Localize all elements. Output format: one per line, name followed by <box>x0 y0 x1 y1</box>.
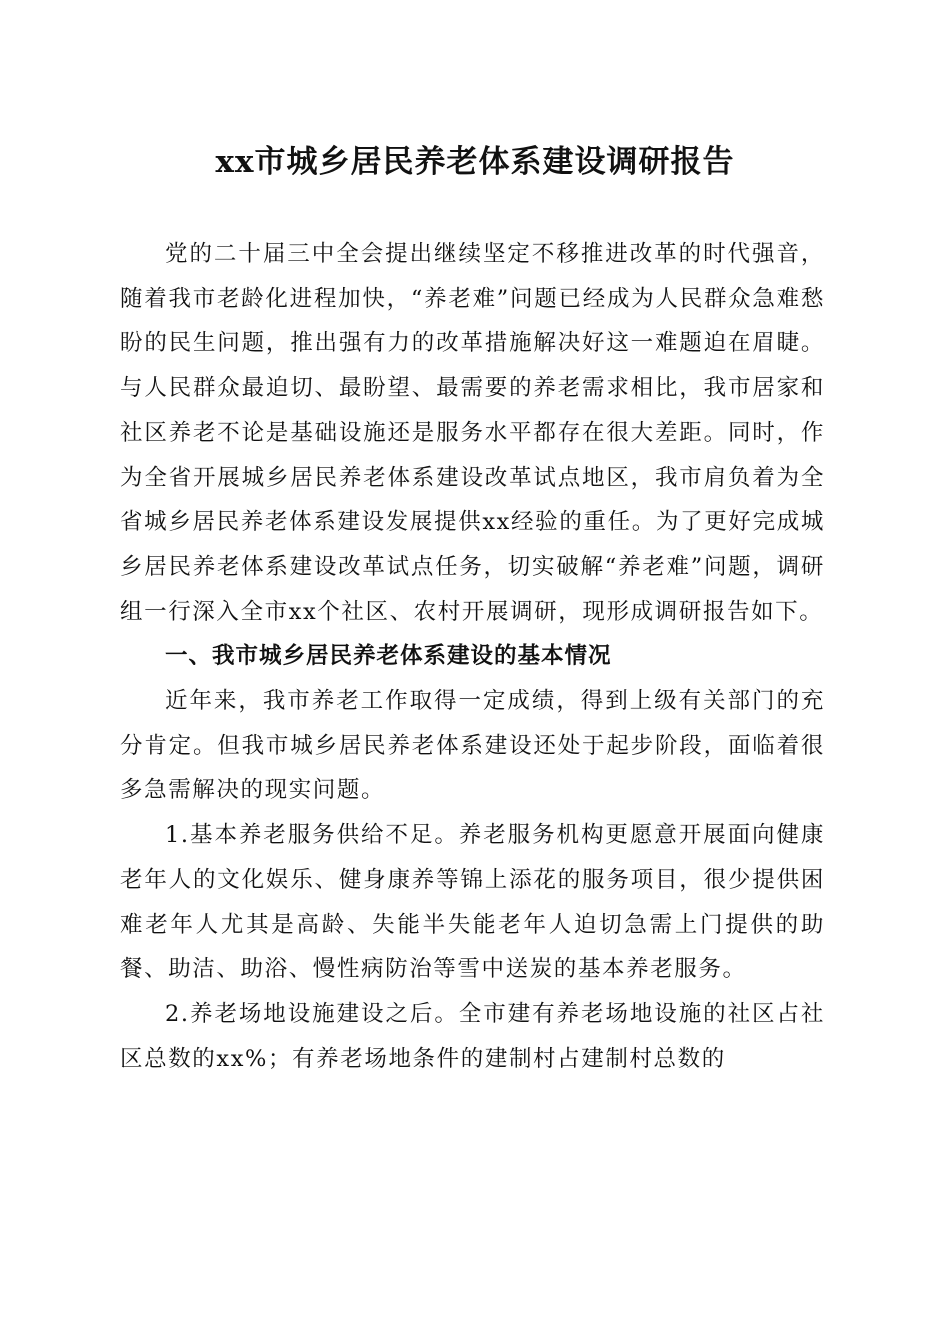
section-1-intro-paragraph: 近年来，我市养老工作取得一定成绩，得到上级有关部门的充分肯定。但我市城乡居民养老体系建设还处于起步阶段，面临着很多急需解决的现实问题。 <box>120 688 825 804</box>
document-title: xx市城乡居民养老体系建设调研报告 <box>215 144 735 180</box>
intro-paragraph: 党的二十届三中全会提出继续坚定不移推进改革的时代强音，随着我市老龄化进程加快，“养老难”问题已经成为人民群众急难愁盼的民生问题，推出强有力的改革措施解决好这一难题迫在眉睫。与人民群众最迫切、最盼望、最需要的养老需求相比，我市居家和社区养老不论是基础设施还是服务水平都存在很大差距。同时，作为全省开展城乡居民养老体系建设改革试点地区，我市肩负着为全省城乡居民养老体系建设发展提供xx经验的重任。为了更好完成城乡居民养老体系建设改革试点任务，切实破解“养老难”问题，调研组一行深入全市xx个社区、农村开展调研，现形成调研报告如下。 <box>120 241 825 625</box>
item-2-paragraph: 2.养老场地设施建设之后。全市建有养老场地设施的社区占社区总数的xx%；有养老场地条件的建制村占建制村总数的 <box>120 1000 825 1072</box>
document-body <box>120 232 825 1081</box>
item-1-paragraph: 1.基本养老服务供给不足。养老服务机构更愿意开展面向健康老年人的文化娱乐、健身康养等锦上添花的服务项目，很少提供困难老年人尤其是高龄、失能半失能老年人迫切急需上门提供的助餐、助洁、助浴、慢性病防治等雪中送炭的基本养老服务。 <box>120 822 825 983</box>
section-heading-1: 一、我市城乡居民养老体系建设的基本情况 <box>165 643 612 670</box>
